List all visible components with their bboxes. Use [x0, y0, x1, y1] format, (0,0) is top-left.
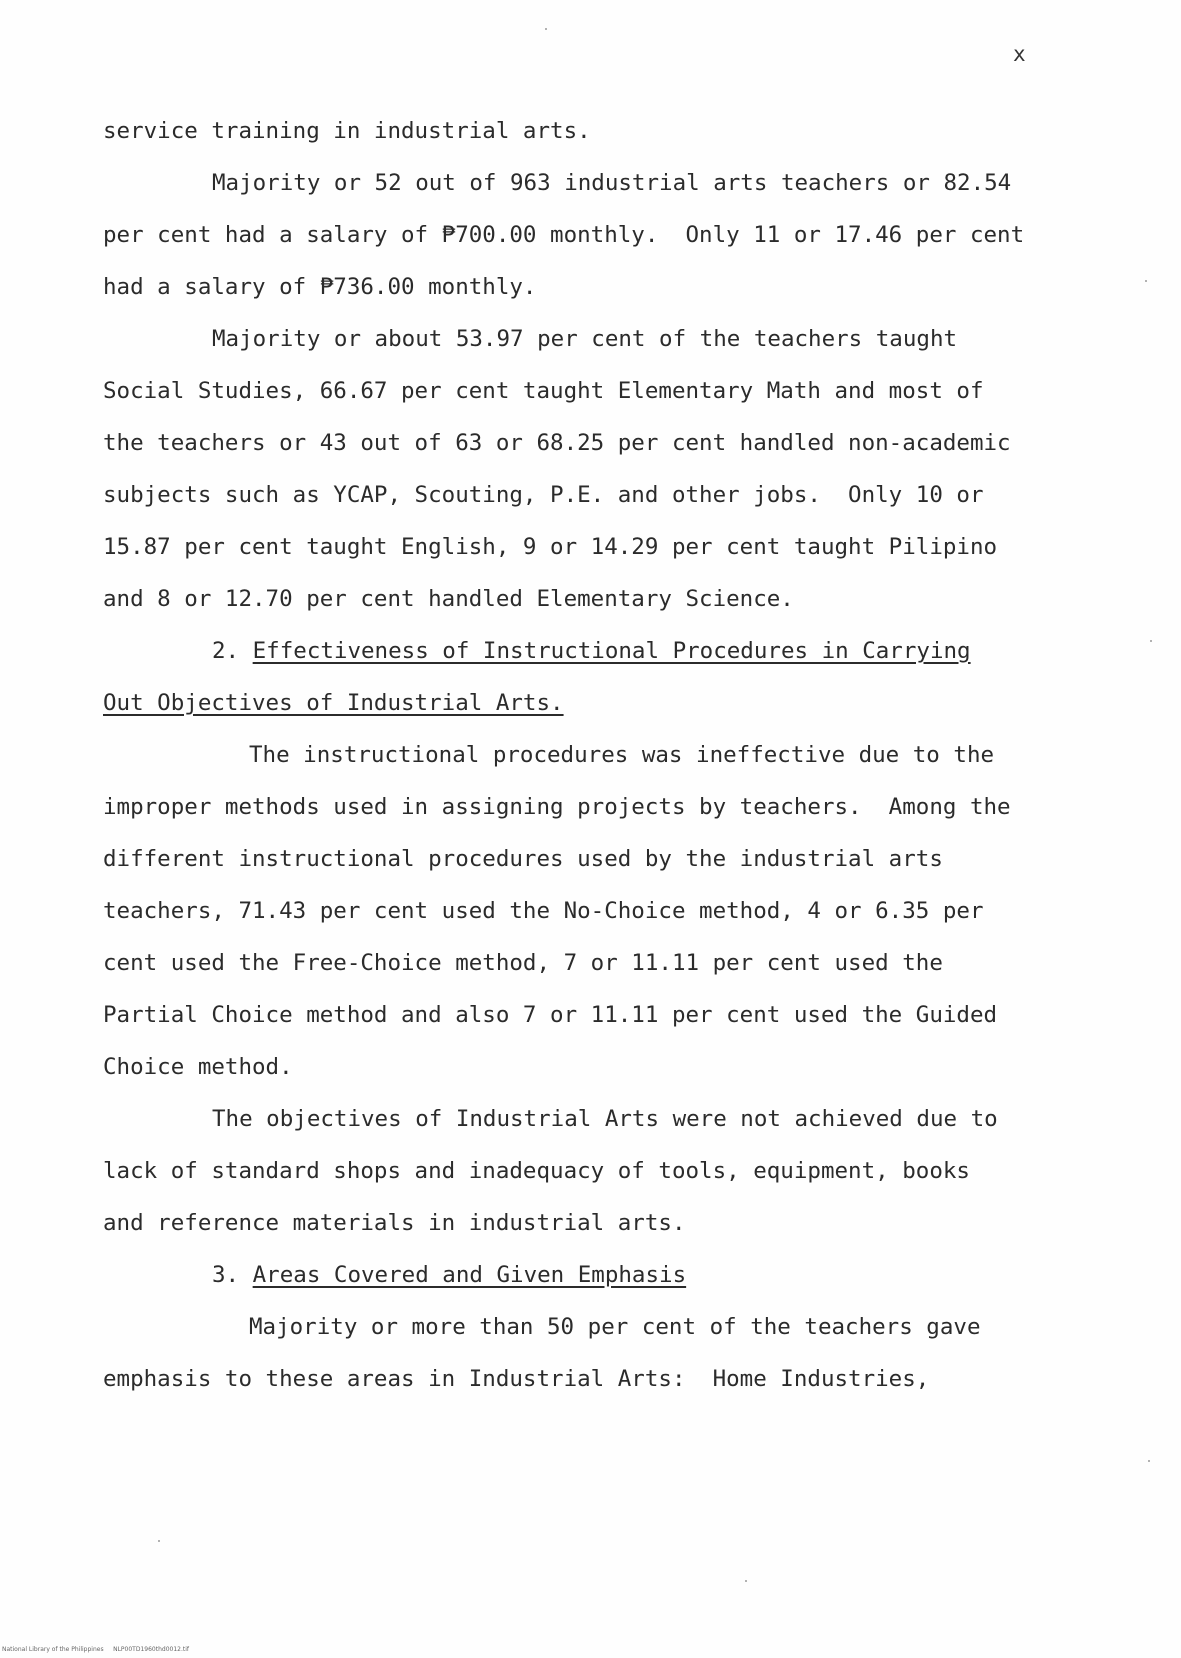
scan-speck	[1150, 640, 1152, 642]
text-line: the teachers or 43 out of 63 or 68.25 per cent handled non-academic	[103, 430, 1011, 456]
text-line: per cent had a salary of ₱700.00 monthly. Only 11 or 17.46 per cent	[103, 222, 1025, 248]
text-line: cent used the Free-Choice method, 7 or 11.11 per cent used the	[103, 950, 943, 976]
text-line: The instructional procedures was ineffective due to the	[249, 742, 995, 768]
scan-speck	[1145, 280, 1147, 282]
section-title: Effectiveness of Instructional Procedures in Carrying	[252, 638, 971, 664]
text-line: subjects such as YCAP, Scouting, P.E. and other jobs. Only 10 or	[103, 482, 984, 508]
text-line: and 8 or 12.70 per cent handled Elementary Science.	[103, 586, 794, 612]
section-number: 2.	[212, 638, 253, 664]
text-line: emphasis to these areas in Industrial Arts: Home Industries,	[103, 1366, 930, 1392]
text-line: improper methods used in assigning projects by teachers. Among the	[103, 794, 1011, 820]
section-title: Areas Covered and Given Emphasis	[252, 1262, 687, 1288]
text-line: 15.87 per cent taught English, 9 or 14.29 per cent taught Pilipino	[103, 534, 998, 560]
text-line: Majority or about 53.97 per cent of the teachers taught	[212, 326, 958, 352]
section-title-continued: Out Objectives of Industrial Arts.	[103, 690, 564, 716]
text-line: Social Studies, 66.67 per cent taught Elementary Math and most of	[103, 378, 984, 404]
text-line: Choice method.	[103, 1054, 293, 1080]
scan-speck	[545, 28, 547, 30]
page-number: x	[1013, 42, 1026, 66]
section-heading	[212, 636, 971, 666]
scan-speck	[745, 1580, 747, 1582]
text-line: service training in industrial arts.	[103, 118, 591, 144]
text-line: had a salary of ₱736.00 monthly.	[103, 274, 537, 300]
scan-speck	[1148, 1460, 1150, 1462]
scan-source-footer: National Library of the Philippines NLP00TD1960thd0012.tif	[2, 1646, 190, 1653]
text-line: and reference materials in industrial arts.	[103, 1210, 686, 1236]
scan-speck	[158, 1540, 160, 1542]
text-line: different instructional procedures used by the industrial arts	[103, 846, 943, 872]
section-heading	[212, 1260, 686, 1290]
text-line: lack of standard shops and inadequacy of tools, equipment, books	[103, 1158, 970, 1184]
text-line: Partial Choice method and also 7 or 11.11 per cent used the Guided	[103, 1002, 998, 1028]
text-line: teachers, 71.43 per cent used the No-Choice method, 4 or 6.35 per	[103, 898, 984, 924]
section-number: 3.	[212, 1262, 253, 1288]
text-line: The objectives of Industrial Arts were not achieved due to	[212, 1106, 998, 1132]
text-line: Majority or 52 out of 963 industrial arts teachers or 82.54	[212, 170, 1012, 196]
text-line: Majority or more than 50 per cent of the teachers gave	[249, 1314, 981, 1340]
